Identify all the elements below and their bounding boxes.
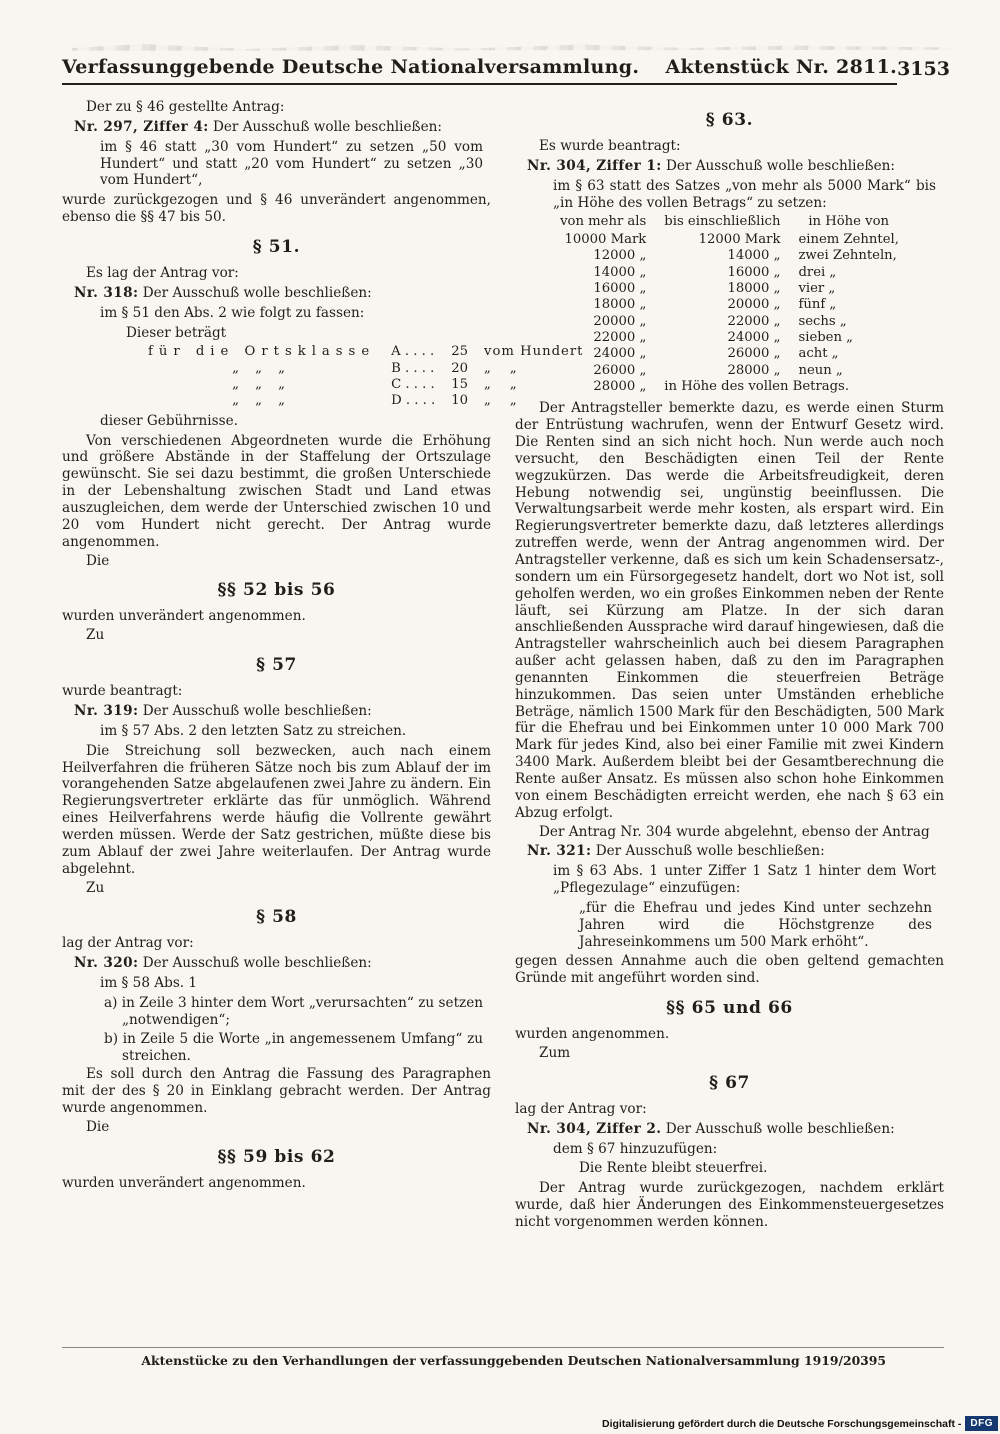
- paragraph: dieser Gebührnisse.: [100, 412, 238, 429]
- table-cell: „ „: [484, 393, 518, 409]
- table-cell: 16000 „: [727, 264, 781, 280]
- paragraph: gegen dessen Annahme auch die oben geltend gemachten Gründe mit angeführt worden sind.: [515, 953, 944, 987]
- table-cell: in Höhe des vollen Betrags.: [664, 379, 850, 395]
- motion-number: Nr. 318:: [74, 284, 139, 301]
- table-cell: 24000 „: [727, 329, 781, 345]
- table-cell: für die Ortsklasse: [148, 344, 376, 360]
- section-heading: § 63.: [705, 110, 754, 130]
- table-cell: neun „: [798, 362, 843, 378]
- table-cell: 18000 „: [593, 297, 647, 313]
- section-heading: § 51.: [252, 236, 301, 257]
- table-cell: „ „: [484, 360, 518, 376]
- table-cell: „ „ „: [232, 360, 291, 376]
- paragraph: Nr. 319: Der Ausschuß wolle beschließen:: [74, 703, 372, 720]
- paragraph: Nr. 297, Ziffer 4: Der Ausschuß wolle beschließen:: [74, 118, 442, 135]
- page-number: 3153: [897, 58, 950, 80]
- paragraph: a) in Zeile 3 hinter dem Wort „verursachten“ zu setzen „notwendigen“;: [104, 994, 483, 1028]
- table-cell: B . . . .: [391, 360, 435, 376]
- paragraph: im § 51 den Abs. 2 wie folgt zu fassen:: [100, 304, 365, 321]
- table-row: [551, 363, 908, 379]
- table-row: [551, 297, 908, 313]
- paragraph: im § 57 Abs. 2 den letzten Satz zu streichen.: [100, 722, 407, 739]
- table-cell: 28000 „: [727, 362, 781, 378]
- table-row: [551, 248, 908, 264]
- table-row: [551, 330, 908, 346]
- paragraph: Nr. 304, Ziffer 2. Der Ausschuß wolle beschließen:: [527, 1120, 895, 1137]
- table-cell: 28000 „: [593, 379, 647, 395]
- table-row: [551, 281, 908, 297]
- footer-note: Aktenstücke zu den Verhandlungen der verfassunggebenden Deutschen Nationalversammlung 1919/20.: [141, 1353, 865, 1368]
- table-cell: 10: [451, 393, 469, 409]
- paragraph: Nr. 304, Ziffer 1: Der Ausschuß wolle beschließen:: [527, 157, 895, 174]
- column-header: von mehr als: [560, 214, 647, 230]
- motion-number: Nr. 319:: [74, 703, 139, 720]
- table-row: [551, 346, 908, 362]
- paragraph: Der zu § 46 gestellte Antrag:: [86, 99, 285, 115]
- paragraph: dem § 67 hinzuzufügen:: [553, 1140, 718, 1157]
- paragraph: Von verschiedenen Abgeordneten wurde die Erhöhung und größere Abstände in der Staffelung der Ortszulage gewünscht. Sie sei dazu bestimmt, die großen Unterschiede in der Lebenshaltung zwischen Stadt und Land etwas auszugleichen, dem werde der Unterschied zwischen 10 und 20 vom Hundert nicht gerecht. Der Antrag wurde angenommen.: [62, 432, 491, 550]
- paragraph: Der Antrag Nr. 304 wurde abgelehnt, ebenso der Antrag: [539, 823, 930, 840]
- paragraph: Die: [86, 1118, 110, 1135]
- right-column: [515, 99, 944, 1233]
- table-cell: 16000 „: [593, 280, 647, 296]
- paragraph: lag der Antrag vor:: [515, 1100, 647, 1117]
- paragraph: Der Antragsteller bemerkte dazu, es werde einen Sturm der Entrüstung wachrufen, wenn der Entwurf Gesetz wird. Die Renten sind an sich nicht hoch. Nun werde auch noch versucht, den Beschädigten einen Teil der Rente wegzukürzen. Das werde die Arbeitsfreudigkeit, deren Hebung notwendig sei, ungünstig beeinflussen. Die Verwaltungsarbeit werde mehr kosten, als erspart wird. Ein Regierungsvertreter bemerkte dazu, daß letzteres allerdings zutreffen werde, wenn der Antrag angenommen wird. Der Antragsteller verkenne, daß es sich um kein Schadensersatz-, sondern um ein Fürsorgegesetz handelt, dort wo Not ist, soll geholfen werden, wo ein großes Einkommen neben der Rente läuft, sei Kürzung am Platze. In der sich daran anschließenden Aussprache wird darauf hingewiesen, daß die Antragsteller wahrscheinlich auch bei diesem Paragraphen außer acht gelassen haben, daß zu den im Paragraphen genannten Einkommen die steuerfreien Beträge hinzukommen. Das seien unter Umständen erhebliche Beträge, nämlich 1500 Mark für den Beschädigten, 500 Mark für die Ehefrau und bei Einkommen unter 10 000 Mark 700 Mark für jedes Kind, also bei einer Familie mit zwei Kindern 3400 Mark. Außerdem bleibt bei der Gesamtberechnung die Rente außer Ansatz. Es müssen also schon hohe Einkommen von einem Beschädigten erreicht werden, ehe nach § 63 ein Abzug erfolgt.: [515, 400, 944, 821]
- footer-sheet-number: 395: [860, 1353, 886, 1368]
- paragraph: Die: [86, 552, 110, 569]
- table-cell: 20000 „: [727, 297, 781, 313]
- table-row: [551, 379, 908, 395]
- section-heading: § 67: [709, 1072, 750, 1093]
- page-footer: [62, 1347, 944, 1368]
- paragraph: wurden angenommen.: [515, 1026, 670, 1043]
- motion-number: Nr. 297, Ziffer 4:: [74, 118, 209, 135]
- table-cell: 22000 „: [727, 313, 781, 329]
- table-cell: „ „ „: [232, 393, 291, 409]
- table-cell: 26000 „: [593, 362, 647, 378]
- table-cell: C . . . .: [391, 377, 435, 393]
- table-cell: fünf „: [798, 297, 837, 313]
- motion-number: Nr. 304, Ziffer 1:: [527, 157, 662, 174]
- dfg-credit-text: Digitalisierung gefördert durch die Deutsche Forschungsgemeinschaft -: [602, 1417, 962, 1430]
- table-cell: 15: [451, 377, 469, 393]
- paragraph: lag der Antrag vor:: [62, 935, 194, 952]
- table-cell: 14000 „: [593, 264, 647, 280]
- journal-title: Verfassunggebende Deutsche Nationalversammlung. Aktenstück Nr. 2811.: [62, 56, 897, 85]
- table-cell: sechs „: [798, 313, 847, 329]
- table-row: [551, 265, 908, 281]
- paragraph: „für die Ehefrau und jedes Kind unter sechzehn Jahren wird die Höchstgrenze des Jahreseinkommens um 500 Mark erhöht“.: [579, 899, 932, 950]
- table-cell: 12000 „: [593, 248, 647, 264]
- table-cell: acht „: [798, 346, 839, 362]
- column-header: bis einschließlich: [664, 214, 781, 230]
- table-cell: sieben „: [798, 329, 854, 345]
- table-cell: A . . . .: [391, 344, 435, 360]
- paragraph: Es soll durch den Antrag die Fassung des Paragraphen mit der des § 20 in Einklang gebracht werden. Der Antrag wurde angenommen.: [62, 1066, 491, 1117]
- table-cell: 25: [451, 344, 469, 360]
- table-cell: 26000 „: [727, 346, 781, 362]
- dfg-logo: DFG: [965, 1416, 998, 1431]
- paragraph: Nr. 320: Der Ausschuß wolle beschließen:: [74, 955, 372, 972]
- paragraph: Nr. 321: Der Ausschuß wolle beschließen:: [527, 843, 825, 860]
- paragraph: Zu: [86, 627, 105, 644]
- paragraph: Zum: [539, 1045, 571, 1062]
- section-heading: §§ 52 bis 56: [217, 580, 336, 601]
- table-cell: D . . . .: [391, 393, 436, 409]
- section-heading: §§ 65 und 66: [666, 998, 793, 1019]
- motion-number: Nr. 320:: [74, 955, 139, 972]
- table-row: [551, 314, 908, 330]
- table-cell: 10000 Mark: [564, 231, 647, 247]
- motion-number: Nr. 321:: [527, 843, 592, 860]
- paragraph: Es wurde beantragt:: [539, 138, 681, 155]
- section-heading: § 58: [256, 907, 297, 928]
- text-columns: [0, 85, 1000, 1233]
- table-cell: einem Zehntel,: [798, 231, 899, 247]
- paragraph: wurde beantragt:: [62, 683, 183, 700]
- table-cell: 24000 „: [593, 346, 647, 362]
- income-rate-table: [551, 214, 908, 395]
- table-cell: „ „ „: [232, 377, 291, 393]
- table-cell: 12000 Mark: [698, 231, 781, 247]
- paragraph: im § 63 Abs. 1 unter Ziffer 1 Satz 1 hinter dem Wort „Pflegezulage“ einzufügen:: [553, 863, 936, 897]
- table-cell: vom Hundert: [484, 344, 584, 360]
- table-cell: 14000 „: [727, 248, 781, 264]
- paragraph: Der Antrag wurde zurückgezogen, nachdem erklärt wurde, daß hier Änderungen des Einkommensteuergesetzes nicht vorgenommen werden können.: [515, 1180, 944, 1230]
- motion-number: Nr. 304, Ziffer 2.: [527, 1120, 662, 1137]
- section-heading: §§ 59 bis 62: [217, 1146, 336, 1167]
- paragraph: b) in Zeile 5 die Worte „in angemessenem Umfang“ zu streichen.: [104, 1030, 483, 1064]
- table-cell: zwei Zehnteln,: [798, 248, 897, 264]
- table-cell: drei „: [798, 264, 837, 280]
- paragraph: im § 58 Abs. 1: [100, 975, 198, 992]
- paragraph: Zu: [86, 879, 105, 896]
- section-heading: § 57: [256, 655, 297, 676]
- table-cell: 18000 „: [727, 280, 781, 296]
- paragraph: Nr. 318: Der Ausschuß wolle beschließen:: [74, 284, 372, 301]
- paragraph: Die Rente bleibt steuerfrei.: [579, 1160, 768, 1177]
- paragraph: Die Streichung soll bezwecken, auch nach einem Heilverfahren die früheren Sätze noch bis zum Ablauf der im vorangehenden Satze abgelaufenen zwei Jahre zu ändern. Ein Regierungsvertreter erklärte das für unmöglich. Während eines Heilverfahrens werde häufig die Vollrente gewährt werden müssen. Werde der Satz gestrichen, müßte diese bis zum Ablauf der zwei Jahre weiterlaufen. Der Antrag wurde abgelehnt.: [62, 742, 491, 877]
- page-header: [0, 0, 1000, 85]
- paragraph: wurde zurückgezogen und § 46 unverändert angenommen, ebenso die §§ 47 bis 50.: [62, 192, 491, 226]
- table-cell: vier „: [798, 280, 836, 296]
- paragraph: Es lag der Antrag vor:: [86, 264, 239, 281]
- paragraph: wurden unverändert angenommen.: [62, 1174, 306, 1191]
- table-cell: „ „: [484, 377, 518, 393]
- table-cell: 20: [451, 360, 469, 376]
- table-cell: 22000 „: [593, 329, 647, 345]
- column-header: in Höhe von: [808, 214, 890, 230]
- table-cell: 20000 „: [593, 313, 647, 329]
- paragraph: im § 63 statt des Satzes „von mehr als 5000 Mark“ bis „in Höhe des vollen Betrags“ zu setzen:: [553, 177, 936, 211]
- paragraph: wurden unverändert angenommen.: [62, 608, 306, 625]
- paragraph: Dieser beträgt: [126, 324, 227, 341]
- paragraph: im § 46 statt „30 vom Hundert“ zu setzen „50 vom Hundert“ und statt „20 vom Hundert“ zu setzen „30 vom Hundert“,: [100, 138, 483, 189]
- dfg-credit: [602, 1416, 1000, 1431]
- table-header-row: [551, 214, 908, 231]
- table-row: [551, 232, 908, 248]
